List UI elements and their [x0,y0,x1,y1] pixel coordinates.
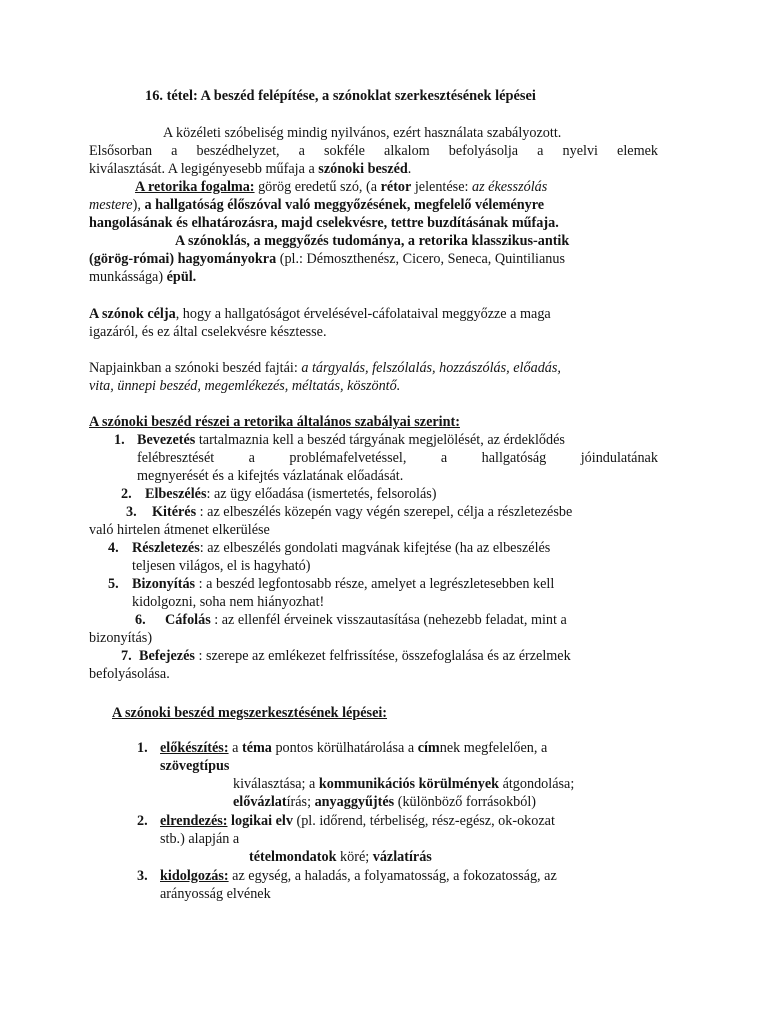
word: nyelvi [562,143,598,159]
list-item-cafolas-line-2: bizonyítás) [89,630,153,646]
word: befolyásolja [448,143,519,159]
word: problémafelvetéssel, [289,450,407,466]
list-item-befejezes-line-2: befolyásolása. [89,666,170,682]
word: a [298,143,305,159]
list-number: 7. [121,648,132,664]
retorika-line-3: hangolásának és elhatározásra, majd cselekvésre, tettre buzdításának műfaja. [89,215,559,231]
list-item-bevezetes-line-2 [137,449,658,467]
step-elokeszites-line-3: kiválasztása; a kommunikációs körülmények átgondolása; [233,776,575,792]
step-elrendezes: elrendezés: logikai elv (pl. időrend, térbeliség, rész-egész, ok-okozat [160,813,555,829]
intro-line-2 [89,142,658,160]
list-item-kiteres-line-2: való hirtelen átmenet elkerülése [89,522,270,538]
step-kidolgozas-line-2: arányosság elvének [160,886,271,902]
list-number: 2. [137,813,148,829]
fajtak-line-2: vita, ünnepi beszéd, megemlékezés, méltatás, köszöntő. [89,378,401,394]
list-number: 3. [137,868,148,884]
document-title: 16. tétel: A beszéd felépítése, a szónoklat szerkesztésének lépései [145,88,536,104]
word: felébresztését [137,450,215,466]
list-item-reszletezes: Részletezés: az elbeszélés gondolati magvának kifejtése (ha az elbeszélés [132,540,551,556]
word: Elsősorban [89,143,153,159]
reszek-heading: A szónoki beszéd részei a retorika általános szabályai szerint: [89,414,460,430]
retorika-line-4: A szónoklás, a meggyőzés tudománya, a retorika klasszikus-antik [175,233,570,249]
lepesek-heading: A szónoki beszéd megszerkesztésének lépései: [112,705,388,721]
step-elrendezes-line-3: tételmondatok köré; vázlatírás [249,849,432,865]
list-number: 2. [121,486,132,502]
list-item-bizonyitas-line-2: kidolgozni, soha nem hiányozhat! [132,594,325,610]
word: elemek [617,143,658,159]
word: alkalom [384,143,430,159]
step-elokeszites-line-4: elővázlatírás; anyaggyűjtés (különböző forrásokból) [233,794,537,810]
retorika-line-6: munkássága) épül. [89,269,197,285]
list-number: 4. [108,540,119,556]
step-elokeszites-line-2: szövegtípus [160,758,230,774]
list-number: 1. [114,432,125,448]
word: hallgatóság [481,450,547,466]
step-elrendezes-line-2: stb.) alapján a [160,831,240,847]
word: a [171,143,178,159]
step-elokeszites: előkészítés: a téma pontos körülhatárolása a címnek megfelelően, a [160,740,548,756]
word: beszédhelyzet, [196,143,280,159]
word: a [440,450,448,466]
list-number: 6. [135,612,146,628]
cel-line-2: igazáról, és ez által cselekvésre késztesse. [89,324,327,340]
list-item-bevezetes: Bevezetés tartalmaznia kell a beszéd tárgyának megjelölését, az érdeklődés [137,432,565,448]
retorika-label: A retorika fogalma: [135,179,255,195]
word: a [537,143,544,159]
list-item-befejezes: Befejezés : szerepe az emlékezet felfrissítése, összefoglalása és az érzelmek [139,648,571,664]
retorika-line-1: A retorika fogalma: görög eredetű szó, (a rétor jelentése: az ékesszólás [135,179,548,195]
cel-line-1: A szónok célja, hogy a hallgatóságot érvelésével-cáfolataival meggyőzze a maga [89,306,551,322]
list-item-reszletezes-line-2: teljesen világos, el is hagyható) [132,558,311,574]
intro-line-1: A közéleti szóbeliség mindig nyilvános, ezért használata szabályozott. [163,125,562,141]
word: sokféle [323,143,365,159]
step-kidolgozas: kidolgozás: az egység, a haladás, a folyamatosság, a fokozatosság, az [160,868,557,884]
list-item-kiteres: Kitérés : az elbeszélés közepén vagy végén szerepel, célja a részletezésbe [152,504,573,520]
list-number: 5. [108,576,119,592]
szonoki-beszed-term: szónoki beszéd [318,161,408,177]
retorika-line-5: (görög-római) hagyományokra (pl.: Démoszthenész, Cicero, Seneca, Quintilianus [89,251,565,267]
retorika-line-2: mestere), a hallgatóság élőszóval való meggyőzésének, megfelelő véleményre [89,197,545,213]
list-item-bevezetes-line-3: megnyerését és a kifejtés vázlatának előadását. [137,468,404,484]
list-item-elbeszeles: Elbeszélés: az ügy előadása (ismertetés, felsorolás) [145,486,437,502]
word: jóindulatának [580,450,658,466]
word: a [248,450,255,466]
list-item-cafolas: Cáfolás : az ellenfél érveinek visszautasítása (nehezebb feladat, mint a [165,612,567,628]
intro-line-3: kiválasztását. A legigényesebb műfaja a szónoki beszéd. [89,161,412,177]
list-number: 3. [126,504,137,520]
list-item-bizonyitas: Bizonyítás : a beszéd legfontosabb része, amelyet a legrészletesebben kell [132,576,555,592]
fajtak-line-1: Napjainkban a szónoki beszéd fajtái: a tárgyalás, felszólalás, hozzászólás, előadás, [89,360,561,376]
list-number: 1. [137,740,148,756]
